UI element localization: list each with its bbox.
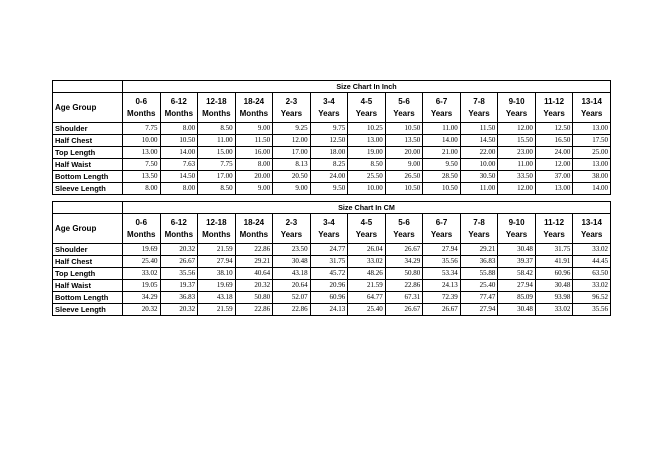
measurement-value: 8.50 — [198, 183, 236, 195]
age-group-column-header — [573, 214, 611, 244]
measurement-value: 36.83 — [460, 256, 498, 268]
measurement-value: 8.25 — [310, 159, 348, 171]
measurement-label: Half Chest — [53, 135, 123, 147]
age-group-column-header — [310, 93, 348, 123]
measurement-value: 20.50 — [273, 171, 311, 183]
inch-header-row — [53, 93, 611, 123]
measurement-value: 20.96 — [310, 280, 348, 292]
age-unit: Years — [393, 108, 415, 118]
measurement-value: 9.50 — [310, 183, 348, 195]
age-unit: Months — [127, 108, 156, 118]
measurement-value: 8.00 — [160, 183, 198, 195]
age-range: 2-3 — [285, 217, 298, 227]
measurement-value: 48.26 — [348, 268, 386, 280]
age-unit: Months — [239, 229, 269, 239]
measurement-value: 20.64 — [273, 280, 311, 292]
measurement-value: 24.13 — [310, 304, 348, 316]
measurement-value: 10.50 — [385, 183, 423, 195]
measurement-value: 13.00 — [348, 135, 386, 147]
measurement-value: 9.00 — [235, 183, 273, 195]
measurement-value: 11.50 — [235, 135, 273, 147]
measurement-value: 8.00 — [123, 183, 161, 195]
measurement-value: 27.94 — [460, 304, 498, 316]
age-range: 13-14 — [581, 96, 602, 106]
measurement-value: 8.13 — [273, 159, 311, 171]
age-range: 11-12 — [544, 96, 565, 106]
measurement-value: 77.47 — [460, 292, 498, 304]
age-group-header: Age Group — [53, 93, 123, 123]
measurement-value: 19.69 — [123, 244, 161, 256]
measurement-value: 43.18 — [198, 292, 236, 304]
measurement-value: 25.40 — [348, 304, 386, 316]
age-group-column-header — [423, 214, 461, 244]
age-group-column-header — [273, 93, 311, 123]
cm-title-row — [53, 202, 611, 214]
measurement-value: 29.21 — [460, 244, 498, 256]
measurement-value: 19.05 — [123, 280, 161, 292]
measurement-value: 50.80 — [235, 292, 273, 304]
age-range: 6-7 — [435, 96, 448, 106]
measurement-value: 13.00 — [123, 147, 161, 159]
measurement-label: Half Chest — [53, 256, 123, 268]
measurement-label: Top Length — [53, 268, 123, 280]
age-unit: Months — [164, 108, 194, 118]
measurement-value: 14.50 — [460, 135, 498, 147]
measurement-label: Half Waist — [53, 159, 123, 171]
measurement-value: 20.32 — [235, 280, 273, 292]
measurement-value: 21.59 — [348, 280, 386, 292]
age-range: 9-10 — [508, 96, 525, 106]
measurement-value: 10.25 — [348, 123, 386, 135]
measurement-label: Top Length — [53, 147, 123, 159]
measurement-value: 24.77 — [310, 244, 348, 256]
measurement-value: 10.00 — [123, 135, 161, 147]
measurement-value: 10.50 — [385, 123, 423, 135]
table-row — [53, 292, 611, 304]
measurement-value: 44.45 — [573, 256, 611, 268]
measurement-value: 19.00 — [348, 147, 386, 159]
measurement-value: 72.39 — [423, 292, 461, 304]
age-group-column-header — [273, 214, 311, 244]
measurement-value: 14.00 — [573, 183, 611, 195]
measurement-value: 60.96 — [310, 292, 348, 304]
measurement-value: 10.50 — [160, 135, 198, 147]
measurement-label: Half Waist — [53, 280, 123, 292]
measurement-value: 12.00 — [498, 183, 536, 195]
measurement-value: 30.48 — [498, 304, 536, 316]
measurement-label: Sleeve Length — [53, 183, 123, 195]
age-unit: Years — [318, 108, 340, 118]
measurement-value: 33.50 — [498, 171, 536, 183]
size-chart-table — [52, 80, 611, 316]
table-row — [53, 268, 611, 280]
measurement-value: 8.50 — [198, 123, 236, 135]
age-unit: Years — [280, 229, 303, 239]
measurement-value: 53.34 — [423, 268, 461, 280]
measurement-value: 37.00 — [535, 171, 573, 183]
measurement-value: 9.00 — [385, 159, 423, 171]
measurement-value: 33.02 — [348, 256, 386, 268]
table-row — [53, 123, 611, 135]
age-group-column-header — [198, 214, 236, 244]
age-group-column-header — [535, 93, 573, 123]
age-group-column-header — [423, 93, 461, 123]
age-range: 12-18 — [206, 217, 227, 227]
measurement-value: 25.40 — [123, 256, 161, 268]
measurement-value: 17.00 — [273, 147, 311, 159]
measurement-label: Sleeve Length — [53, 304, 123, 316]
measurement-value: 9.00 — [273, 183, 311, 195]
title-blank-cell — [53, 202, 123, 214]
measurement-value: 13.00 — [573, 123, 611, 135]
measurement-value: 7.63 — [160, 159, 198, 171]
cm-header-row — [53, 214, 611, 244]
age-unit: Months — [164, 229, 194, 239]
measurement-value: 22.86 — [273, 304, 311, 316]
measurement-value: 13.50 — [123, 171, 161, 183]
measurement-value: 8.00 — [160, 123, 198, 135]
age-group-column-header — [460, 93, 498, 123]
measurement-value: 14.00 — [160, 147, 198, 159]
measurement-value: 30.48 — [535, 280, 573, 292]
age-range: 5-6 — [398, 217, 410, 227]
age-unit: Years — [468, 229, 490, 239]
measurement-value: 15.50 — [498, 135, 536, 147]
age-group-column-header — [310, 214, 348, 244]
age-group-column-header — [573, 93, 611, 123]
measurement-value: 10.00 — [348, 183, 386, 195]
measurement-value: 23.50 — [273, 244, 311, 256]
title-blank-cell — [53, 81, 123, 93]
measurement-value: 11.00 — [423, 123, 461, 135]
measurement-value: 20.32 — [160, 304, 198, 316]
table-row — [53, 244, 611, 256]
measurement-value: 33.02 — [573, 280, 611, 292]
measurement-label: Bottom Length — [53, 171, 123, 183]
measurement-value: 39.37 — [498, 256, 536, 268]
measurement-value: 11.00 — [460, 183, 498, 195]
measurement-value: 9.25 — [273, 123, 311, 135]
table-row — [53, 183, 611, 195]
age-group-column-header — [385, 93, 423, 123]
table-row — [53, 256, 611, 268]
age-unit: Months — [239, 108, 269, 118]
measurement-value: 55.88 — [460, 268, 498, 280]
measurement-value: 12.00 — [273, 135, 311, 147]
measurement-value: 25.40 — [460, 280, 498, 292]
age-range: 3-4 — [323, 96, 335, 106]
measurement-value: 43.18 — [273, 268, 311, 280]
age-range: 7-8 — [473, 217, 485, 227]
age-range: 6-12 — [170, 217, 187, 227]
age-group-column-header — [385, 214, 423, 244]
table-row — [53, 135, 611, 147]
age-group-column-header — [460, 214, 498, 244]
measurement-value: 8.50 — [348, 159, 386, 171]
table-row — [53, 159, 611, 171]
age-range: 11-12 — [544, 217, 565, 227]
measurement-value: 64.77 — [348, 292, 386, 304]
table-row — [53, 147, 611, 159]
measurement-value: 67.31 — [385, 292, 423, 304]
inch-section-title: Size Chart In Inch — [123, 81, 611, 93]
size-chart-sheet — [52, 80, 611, 316]
table-row — [53, 280, 611, 292]
age-range: 5-6 — [398, 96, 410, 106]
measurement-value: 12.00 — [498, 123, 536, 135]
measurement-value: 22.86 — [235, 244, 273, 256]
measurement-value: 10.00 — [460, 159, 498, 171]
age-unit: Years — [543, 108, 565, 118]
age-range: 9-10 — [508, 217, 525, 227]
measurement-value: 34.29 — [385, 256, 423, 268]
age-unit: Years — [393, 229, 415, 239]
measurement-value: 7.75 — [198, 159, 236, 171]
measurement-value: 12.00 — [535, 159, 573, 171]
measurement-value: 52.07 — [273, 292, 311, 304]
age-range: 18-24 — [243, 217, 265, 227]
measurement-value: 11.00 — [198, 135, 236, 147]
measurement-value: 33.02 — [123, 268, 161, 280]
age-unit: Years — [505, 108, 528, 118]
age-range: 0-6 — [135, 217, 148, 227]
measurement-value: 33.02 — [573, 244, 611, 256]
measurement-label: Bottom Length — [53, 292, 123, 304]
measurement-value: 26.67 — [385, 244, 423, 256]
age-unit: Years — [468, 108, 490, 118]
age-group-column-header — [235, 214, 273, 244]
age-range: 18-24 — [243, 96, 265, 106]
measurement-value: 27.94 — [498, 280, 536, 292]
measurement-value: 33.02 — [535, 304, 573, 316]
measurement-label: Shoulder — [53, 123, 123, 135]
measurement-value: 12.50 — [535, 123, 573, 135]
measurement-value: 15.00 — [198, 147, 236, 159]
measurement-value: 10.50 — [423, 183, 461, 195]
measurement-value: 13.00 — [535, 183, 573, 195]
measurement-value: 25.00 — [573, 147, 611, 159]
table-row — [53, 171, 611, 183]
measurement-value: 7.75 — [123, 123, 161, 135]
table-row — [53, 304, 611, 316]
measurement-value: 24.00 — [310, 171, 348, 183]
age-group-column-header — [198, 93, 236, 123]
measurement-value: 21.00 — [423, 147, 461, 159]
measurement-value: 38.10 — [198, 268, 236, 280]
measurement-value: 36.83 — [160, 292, 198, 304]
inch-title-row — [53, 81, 611, 93]
age-range: 13-14 — [581, 217, 602, 227]
measurement-value: 19.69 — [198, 280, 236, 292]
measurement-value: 28.50 — [423, 171, 461, 183]
age-group-column-header — [160, 93, 198, 123]
measurement-value: 21.59 — [198, 244, 236, 256]
measurement-value: 96.52 — [573, 292, 611, 304]
measurement-value: 58.42 — [498, 268, 536, 280]
age-range: 6-12 — [170, 96, 187, 106]
measurement-value: 19.37 — [160, 280, 198, 292]
measurement-value: 20.00 — [385, 147, 423, 159]
measurement-value: 22.86 — [235, 304, 273, 316]
measurement-value: 30.48 — [273, 256, 311, 268]
age-group-column-header — [235, 93, 273, 123]
measurement-value: 21.59 — [198, 304, 236, 316]
age-range: 2-3 — [285, 96, 298, 106]
section-spacer — [53, 195, 611, 202]
measurement-value: 41.91 — [535, 256, 573, 268]
measurement-value: 22.00 — [460, 147, 498, 159]
measurement-value: 17.50 — [573, 135, 611, 147]
measurement-value: 31.75 — [310, 256, 348, 268]
age-range: 4-5 — [360, 96, 373, 106]
age-group-column-header — [160, 214, 198, 244]
measurement-value: 38.00 — [573, 171, 611, 183]
age-range: 3-4 — [323, 217, 335, 227]
age-range: 7-8 — [473, 96, 485, 106]
measurement-value: 31.75 — [535, 244, 573, 256]
measurement-value: 13.00 — [573, 159, 611, 171]
measurement-value: 63.50 — [573, 268, 611, 280]
measurement-value: 26.67 — [160, 256, 198, 268]
measurement-value: 25.50 — [348, 171, 386, 183]
age-group-column-header — [123, 93, 161, 123]
measurement-value: 23.00 — [498, 147, 536, 159]
age-unit: Months — [202, 229, 231, 239]
measurement-value: 35.56 — [423, 256, 461, 268]
age-unit: Years — [581, 229, 603, 239]
measurement-value: 24.13 — [423, 280, 461, 292]
measurement-value: 85.09 — [498, 292, 536, 304]
measurement-value: 27.94 — [423, 244, 461, 256]
measurement-value: 16.50 — [535, 135, 573, 147]
measurement-value: 11.00 — [498, 159, 536, 171]
age-unit: Years — [543, 229, 565, 239]
measurement-label: Shoulder — [53, 244, 123, 256]
measurement-value: 27.94 — [198, 256, 236, 268]
age-unit: Years — [280, 108, 303, 118]
age-group-header: Age Group — [53, 214, 123, 244]
measurement-value: 20.00 — [235, 171, 273, 183]
age-unit: Years — [430, 229, 453, 239]
measurement-value: 8.00 — [235, 159, 273, 171]
measurement-value: 20.32 — [160, 244, 198, 256]
measurement-value: 35.56 — [160, 268, 198, 280]
age-range: 4-5 — [360, 217, 373, 227]
age-group-column-header — [498, 214, 536, 244]
age-unit: Years — [318, 229, 340, 239]
measurement-value: 16.00 — [235, 147, 273, 159]
measurement-value: 24.00 — [535, 147, 573, 159]
measurement-value: 26.67 — [385, 304, 423, 316]
age-unit: Years — [581, 108, 603, 118]
age-range: 0-6 — [135, 96, 148, 106]
measurement-value: 26.04 — [348, 244, 386, 256]
measurement-value: 34.29 — [123, 292, 161, 304]
measurement-value: 40.64 — [235, 268, 273, 280]
age-range: 6-7 — [435, 217, 448, 227]
age-unit: Years — [355, 229, 378, 239]
age-group-column-header — [348, 93, 386, 123]
measurement-value: 22.86 — [385, 280, 423, 292]
measurement-value: 11.50 — [460, 123, 498, 135]
age-unit: Years — [430, 108, 453, 118]
age-unit: Years — [505, 229, 528, 239]
age-range: 12-18 — [206, 96, 227, 106]
measurement-value: 26.67 — [423, 304, 461, 316]
measurement-value: 30.50 — [460, 171, 498, 183]
measurement-value: 26.50 — [385, 171, 423, 183]
age-group-column-header — [348, 214, 386, 244]
measurement-value: 29.21 — [235, 256, 273, 268]
age-unit: Months — [127, 229, 156, 239]
age-group-column-header — [123, 214, 161, 244]
measurement-value: 17.00 — [198, 171, 236, 183]
measurement-value: 9.75 — [310, 123, 348, 135]
measurement-value: 18.00 — [310, 147, 348, 159]
measurement-value: 9.50 — [423, 159, 461, 171]
measurement-value: 9.00 — [235, 123, 273, 135]
measurement-value: 20.32 — [123, 304, 161, 316]
measurement-value: 45.72 — [310, 268, 348, 280]
measurement-value: 13.50 — [385, 135, 423, 147]
age-group-column-header — [498, 93, 536, 123]
cm-section-title: Size Chart In CM — [123, 202, 611, 214]
measurement-value: 50.80 — [385, 268, 423, 280]
measurement-value: 35.56 — [573, 304, 611, 316]
measurement-value: 30.48 — [498, 244, 536, 256]
measurement-value: 60.96 — [535, 268, 573, 280]
measurement-value: 12.50 — [310, 135, 348, 147]
measurement-value: 93.98 — [535, 292, 573, 304]
measurement-value: 14.50 — [160, 171, 198, 183]
age-group-column-header — [535, 214, 573, 244]
age-unit: Years — [355, 108, 378, 118]
measurement-value: 14.00 — [423, 135, 461, 147]
measurement-value: 7.50 — [123, 159, 161, 171]
age-unit: Months — [202, 108, 231, 118]
